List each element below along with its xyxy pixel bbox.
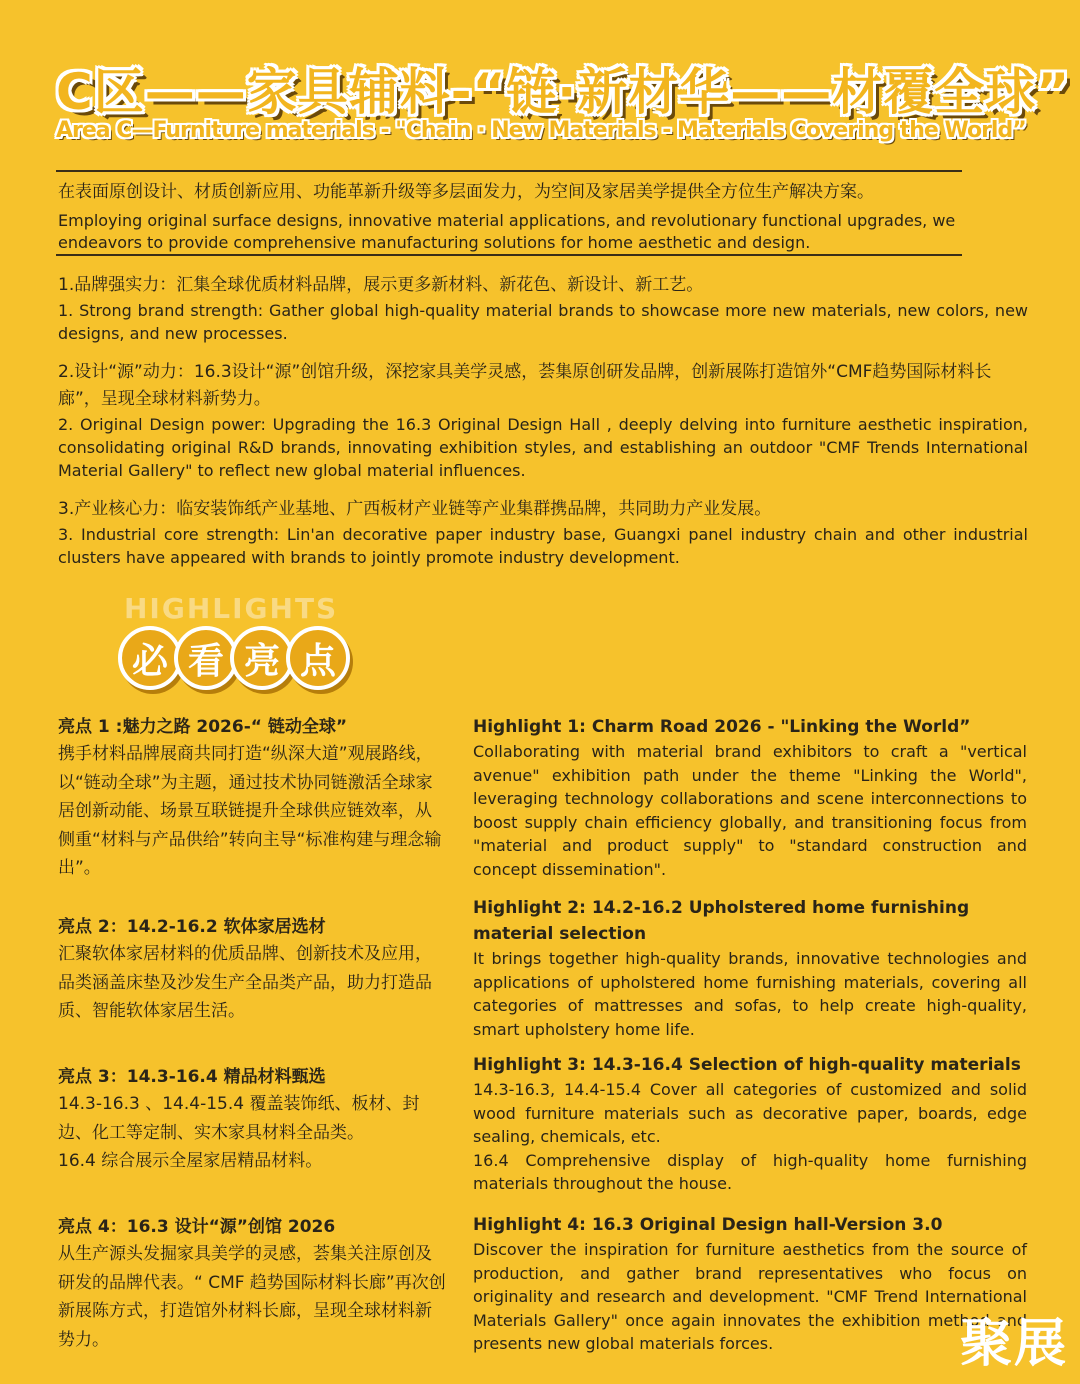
- badge-char: 必: [118, 626, 182, 690]
- highlight-body: 从生产源头发掘家具美学的灵感，荟集关注原创及研发的品牌代表。“ CMF 趋势国际材料长廊”再次创新展陈方式，打造馆外材料长廊，呈现全球材料新势力。: [58, 1244, 446, 1350]
- highlight-title: 亮点 3：14.3-16.4 精品材料甄选: [58, 1067, 326, 1087]
- badge-char: 看: [174, 626, 238, 690]
- point-cn: 2.设计“源”动力：16.3设计“源”创馆升级，深挖家具美学灵感，荟集原创研发品牌，创新展陈打造馆外“CMF趋势国际材料长廊”，呈现全球材料新势力。: [58, 362, 992, 409]
- highlight-2-cn: [58, 914, 448, 1026]
- badge-char: 点: [286, 626, 350, 690]
- point-3: [58, 496, 1028, 569]
- highlight-body: 16.4 综合展示全屋家居精品材料。: [58, 1151, 323, 1171]
- point-cn: 1.品牌强实力：汇集全球优质材料品牌，展示更多新材料、新花色、新设计、新工艺。: [58, 275, 704, 295]
- highlight-body: 16.4 Comprehensive display of high-quality home furnishing materials throughout the house.: [473, 1150, 1027, 1193]
- highlight-title: Highlight 4: 16.3 Original Design hall-Version 3.0: [473, 1215, 943, 1235]
- highlight-title: 亮点 4：16.3 设计“源”创馆 2026: [58, 1217, 336, 1237]
- divider-top: [56, 170, 962, 172]
- highlight-title: 亮点 1 :魅力之路 2026-“ 链动全球”: [58, 717, 348, 737]
- point-2: [58, 359, 1028, 482]
- highlight-title: Highlight 2: 14.2-16.2 Upholstered home furnishing material selection: [473, 898, 970, 944]
- highlight-body: It brings together high-quality brands, innovative technologies and applications of upholstered home furnishing materials, covering all categories of mattresses and sofas, to help create high-quality, smart upholstery home life.: [473, 949, 1027, 1039]
- highlight-1-en: [473, 714, 1027, 881]
- highlight-body: Discover the inspiration for furniture aesthetics from the source of production, and gather brand representatives who focus on originality and research and development. "CMF Trend International Materials Gallery" once again innovates the exhibition method and presents new global materials forces.: [473, 1240, 1027, 1353]
- divider-bottom: [56, 254, 962, 256]
- highlight-body: Collaborating with material brand exhibitors to craft a "vertical avenue" exhibition path under the theme "Linking the World", leveraging technology collaborations and scene interconnections to boost supply chain efficiency globally, and transitioning focus from "material and product supply" to "standard construction and concept dissemination".: [473, 742, 1027, 879]
- highlight-1-cn: [58, 714, 448, 883]
- highlight-3-cn: [58, 1064, 448, 1176]
- page-title-cn: C区——家具辅料-“链·新材华——材覆全球”: [56, 63, 1071, 121]
- intro: [58, 180, 968, 254]
- highlight-title: Highlight 1: Charm Road 2026 - "Linking the World”: [473, 717, 971, 737]
- highlight-title: 亮点 2：14.2-16.2 软体家居选材: [58, 917, 326, 937]
- badge-char: 亮: [230, 626, 294, 690]
- intro-cn: 在表面原创设计、材质创新应用、功能革新升级等多层面发力，为空间及家居美学提供全方位生产解决方案。: [58, 182, 874, 202]
- highlight-3-en: [473, 1052, 1027, 1196]
- highlight-body: 14.3-16.3 、14.4-15.4 覆盖装饰纸、板材、封边、化工等定制、实木家具材料全品类。: [58, 1094, 420, 1143]
- highlight-body: 携手材料品牌展商共同打造“纵深大道”观展路线，以“链动全球”为主题，通过技术协同链激活全球家居创新动能、场景互联链提升全球供应链效率，从侧重“材料与产品供给”转向主导“标准构建与理念输出”。: [58, 744, 442, 878]
- highlight-4-cn: [58, 1214, 448, 1354]
- key-points: [58, 272, 1028, 583]
- highlights-en-label: HIGHLIGHTS: [124, 592, 339, 625]
- highlight-2-en: [473, 895, 1027, 1041]
- page-title-en: Area C—Furniture materials - "Chain · New Materials - Materials Covering the World”: [56, 118, 1026, 143]
- point-en: 2. Original Design power: Upgrading the 16.3 Original Design Hall , deeply delving into furniture aesthetic inspiration, consolidating original R&D brands, innovating exhibition styles, and establishing an outdoor "CMF Trends International Material Gallery" to reflect new global material influences.: [58, 415, 1028, 480]
- point-1: [58, 272, 1028, 345]
- highlights-badge: [118, 592, 348, 692]
- watermark-logo: 聚展: [959, 1314, 1068, 1374]
- point-en: 3. Industrial core strength: Lin'an decorative paper industry base, Guangxi panel industry chain and other industrial clusters have appeared with brands to jointly promote industry development.: [58, 525, 1028, 567]
- highlight-body: 汇聚软体家居材料的优质品牌、创新技术及应用，品类涵盖床垫及沙发生产全品类产品，助力打造品质、智能软体家居生活。: [58, 944, 432, 1021]
- highlight-body: 14.3-16.3, 14.4-15.4 Cover all categories of customized and solid wood furniture materials such as decorative paper, boards, edge sealing, chemicals, etc.: [473, 1080, 1027, 1146]
- point-en: 1. Strong brand strength: Gather global high-quality material brands to showcase more new materials, new colors, new designs, and new processes.: [58, 301, 1028, 343]
- intro-en: Employing original surface designs, innovative material applications, and revolutionary functional upgrades, we endeavors to provide comprehensive manufacturing solutions for home aesthetic and design.: [58, 211, 956, 252]
- highlight-4-en: [473, 1212, 1027, 1356]
- highlight-title: Highlight 3: 14.3-16.4 Selection of high-quality materials: [473, 1055, 1021, 1075]
- point-cn: 3.产业核心力：临安装饰纸产业基地、广西板材产业链等产业集群携品牌，共同助力产业发展。: [58, 499, 772, 519]
- highlights-cn-circles: [118, 626, 342, 690]
